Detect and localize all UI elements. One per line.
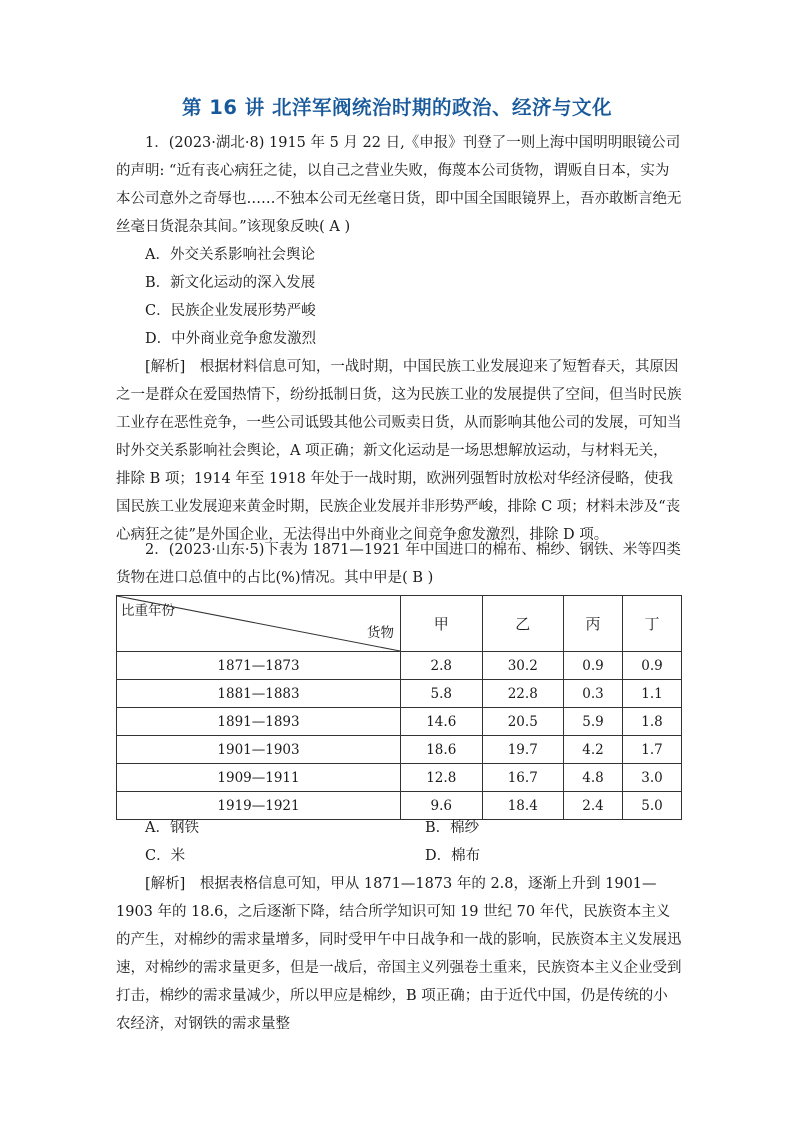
question-2-analysis	[116, 870, 682, 1038]
table-header-row	[117, 596, 682, 652]
table-cell: 4.2	[564, 736, 623, 764]
table-header-cell: 丁	[622, 596, 681, 652]
table-header-cell: 甲	[401, 596, 483, 652]
table-cell: 5.8	[401, 680, 483, 708]
question-1-option-a: A．外交关系影响社会舆论	[145, 247, 315, 263]
question-1-option-d: D．中外商业竞争愈发激烈	[145, 331, 317, 347]
table-cell: 20.5	[482, 708, 564, 736]
options-row	[116, 814, 682, 842]
analysis-label: [解析]	[145, 876, 186, 892]
table-cell: 18.4	[482, 792, 564, 820]
table-cell: 4.8	[564, 764, 623, 792]
table-year-cell: 1901—1903	[117, 736, 401, 764]
table-cell: 14.6	[401, 708, 483, 736]
table-row	[117, 680, 682, 708]
table-row	[117, 736, 682, 764]
question-1-analysis	[116, 353, 682, 549]
table-year-cell: 1891—1893	[117, 708, 401, 736]
question-2-option-c: C．米	[145, 848, 186, 864]
table-year-cell: 1881—1883	[117, 680, 401, 708]
import-share-table	[116, 595, 682, 820]
table-cell: 1.1	[622, 680, 681, 708]
question-2-option-b: B．棉纱	[425, 820, 480, 836]
question-2-stem-block	[116, 536, 682, 592]
table-cell: 12.8	[401, 764, 483, 792]
table-year-cell: 1919—1921	[117, 792, 401, 820]
table-cell: 9.6	[401, 792, 483, 820]
corner-label-bottom: 货物	[367, 625, 394, 641]
table-cell: 0.9	[622, 652, 681, 680]
question-1-stem: 1．(2023·湖北·8) 1915 年 5 月 22 日,《申报》刊登了一则上海中国明明眼镜公司的声明: “近有丧心病狂之徒，以自己之营业失败，侮蔑本公司货物，谓贩自日本，实为本公司意外之奇辱也……不独本公司无丝毫日货，即中国全国眼镜界上，吾亦敢断言绝无丝毫日货混杂其间。”该现象反映( A )	[116, 135, 682, 235]
table-cell: 5.0	[622, 792, 681, 820]
question-2-option-d: D．棉布	[425, 848, 481, 864]
table-cell: 2.4	[564, 792, 623, 820]
table-cell: 1.7	[622, 736, 681, 764]
table-cell: 18.6	[401, 736, 483, 764]
page-title: 第 16 讲 北洋军阀统治时期的政治、经济与文化	[181, 96, 612, 119]
table-row	[117, 764, 682, 792]
table-cell: 0.3	[564, 680, 623, 708]
table-year-cell: 1909—1911	[117, 764, 401, 792]
question-2-options	[116, 814, 682, 870]
table-cell: 1.8	[622, 708, 681, 736]
table-cell: 2.8	[401, 652, 483, 680]
table-cell: 30.2	[482, 652, 564, 680]
options-row	[116, 842, 682, 870]
table-year-cell: 1871—1873	[117, 652, 401, 680]
question-1-option-c: C．民族企业发展形势严峻	[145, 303, 316, 319]
table-header-cell: 丙	[564, 596, 623, 652]
table-cell: 16.7	[482, 764, 564, 792]
question-2-option-a: A．钢铁	[145, 820, 199, 836]
analysis-text: 根据表格信息可知，甲从 1871—1873 年的 2.8，逐渐上升到 1901—1903 年的 18.6，之后逐渐下降，结合所学知识可知 19 世纪 70 年代，民族资本主义的产生，对棉纱的需求量增多，同时受甲午中日战争和一战的影响，民族资本主义发展迅速，对棉纱的需求量更多，但是一战后，帝国主义列强卷土重来，民族资本主义企业受到打击，棉纱的需求量减少，所以甲应是棉纱，B 项正确；由于近代中国，仍是传统的小农经济，对钢铁的需求量整	[116, 876, 682, 1032]
question-2-stem: 2．(2023·山东·5)下表为 1871—1921 年中国进口的棉布、棉纱、钢铁、米等四类货物在进口总值中的占比(%)情况。其中甲是( B )	[116, 542, 681, 586]
question-1-option-b: B．新文化运动的深入发展	[145, 275, 316, 291]
table-row	[117, 708, 682, 736]
analysis-label: [解析]	[145, 359, 186, 375]
table-cell: 19.7	[482, 736, 564, 764]
table-corner-cell	[117, 596, 401, 652]
corner-label-top: 比重年份	[121, 603, 175, 619]
table-cell: 22.8	[482, 680, 564, 708]
analysis-text: 根据材料信息可知，一战时期，中国民族工业发展迎来了短暂春天，其原因之一是群众在爱国热情下，纷纷抵制日货，这为民族工业的发展提供了空间，但当时民族工业存在恶性竞争，一些公司诋毁其他公司贩卖日货，从而影响其他公司的发展，可知当时外交关系影响社会舆论，A 项正确；新文化运动是一场思想解放运动，与材料无关，排除 B 项；1914 年至 1918 年处于一战时期，欧洲列强暂时放松对华经济侵略，使我国民族工业发展迎来黄金时期，民族企业发展并非形势严峻，排除 C 项；材料未涉及“丧心病狂之徒”是外国企业，无法得出中外商业之间竞争愈发激烈，排除 D 项。	[116, 359, 682, 543]
table-cell: 0.9	[564, 652, 623, 680]
table-cell: 3.0	[622, 764, 681, 792]
question-1	[116, 129, 682, 549]
table-cell: 5.9	[564, 708, 623, 736]
question-2-analysis-block	[116, 870, 682, 1038]
table-row	[117, 652, 682, 680]
table-header-cell: 乙	[482, 596, 564, 652]
